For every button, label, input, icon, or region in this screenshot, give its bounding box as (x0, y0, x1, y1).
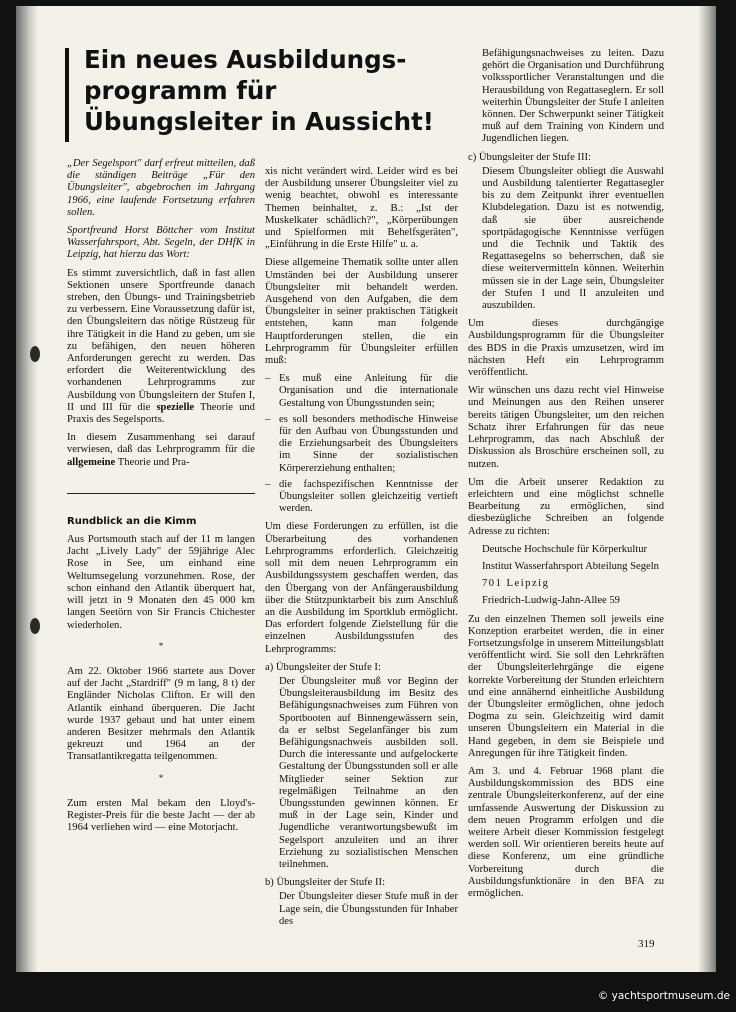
address-city: 701 Leipzig (482, 578, 550, 590)
list-item: – die fachspezifischen Kenntnisse der Übungsleiter sollen gleichzeitig vertieft werden. (265, 479, 458, 516)
level-c-text: Diesem Übungsleiter obliegt die Auswahl und Ausbildung talentierter Regattasegler bis zu dem Zeitpunkt ihrer eventuellen Klubdelegation. Dazu ist es notwendig, daß sie über ausreichende sportpädagogische Kenntnisse verfügen und die Technik und Taktik des Regattasegelns so beherrschen, daß sie diese weitervermitteln können. Weiterhin müssen sie in der Lage sein, Übungsleiter der Stufen I und II anzuleiten und auszubilden. (482, 165, 664, 312)
page-number: 319 (638, 938, 655, 950)
address-line: Institut Wasserfahrsport Abteilung Segeln (482, 560, 659, 572)
postal-address (468, 544, 664, 608)
binder-hole (30, 346, 40, 362)
author-intro: Sportfreund Horst Böttcher vom Institut Wasserfahrsport, Abt. Segeln, der DHfK in Leipzig, hat hierzu das Wort: (67, 225, 255, 261)
news-item: Zum ersten Mal bekam den Lloyd's-Register-Preis für die beste Jacht — der ab 1964 verliehen wird — eine Motorjacht. (67, 797, 255, 834)
paragraph: Wir wünschen uns dazu recht viel Hinweise und Meinungen aus den Reihen unserer bereits tätigen Übungsleiter, um den reichen Schatz ihrer Erfahrungen für das neue Lehrprogramm, das nach Abschluß der Diskussion als Broschüre erscheinen soll, zu nutzen. (468, 385, 664, 470)
requirements-list (265, 373, 458, 515)
page-edge-shadow (698, 6, 716, 972)
column-left (67, 158, 255, 840)
intro-text: „Der Segelsport" darf erfreut mitteilen, daß die ständigen Beiträge „Für den Übungsleiter", abgebrochen im Jahrgang 1966, eine laufende Fortsetzung erfahren sollen. (67, 158, 255, 218)
column-right (468, 48, 664, 906)
level-b-label: b) Übungsleiter der Stufe II: (265, 877, 386, 889)
magazine-page (16, 6, 716, 972)
paragraph: In diesem Zusammenhang sei darauf verwiesen, daß das Lehrprogramm für die allgemeine Theorie und Pra- (67, 432, 255, 468)
paragraph: Um die Arbeit unserer Redaktion zu erleichtern und eine möglichst schnelle Bearbeitung zu ermöglichen, sind diesbezügliche Schreiben an folgende Adresse zu richten: (468, 476, 664, 537)
list-item: – es soll besonders methodische Hinweise für den Aufbau von Übungsstunden und die Erziehungsarbeit des Übungsleiters im Sinne der sozialistischen Körpererziehung enthalten; (265, 414, 458, 475)
paragraph: Diese allgemeine Thematik sollte unter allen Umständen bei der Ausbildung unserer Übungsleiter mit behandelt werden. Ausgehend von den Aufgaben, die dem Übungsleiter in seiner praktischen Tätigkeit entstehen, kann man folgende Hauptforderungen stellen, die ein Lehrprogramm für Übungsleiter erfüllen muß: (265, 257, 458, 367)
list-item: – Es muß eine Anleitung für die Organisation und die internationale Gestaltung von Übungsstunden sein; (265, 373, 458, 410)
level-c-label: c) Übungsleiter der Stufe III: (468, 151, 591, 163)
level-a-text: Der Übungsleiter muß vor Beginn der Übungsleiterausbildung im Besitz des Befähigungsnachweises zum Führen von Sportbooten auf Binnengewässern sein, da er selbst Segelanfänger bis zum Befähigungsnachweis ausbilden soll. Durch die interessante und aufgelockerte Gestaltung der Übungsstunden soll er alle Mitglieder seiner Sektion zur regelmäßigen Teilnahme an den Übungsstunden gewinnen können. Er muß in der Lage sein, Kinder und Jugendliche verantwortungsbewußt im Segelsport anzuleiten und an ihrer Erziehung zu sozialistischen Menschen teilnehmen. (279, 675, 458, 870)
separator-star: * (158, 640, 164, 651)
article-title: Ein neues Ausbildungs-programm für Übungsleiter in Aussicht! (84, 45, 434, 136)
paragraph: Um diese Forderungen zu erfüllen, ist die Überarbeitung des vorhandenen Lehrprogramms erforderlich. Gleichzeitig soll mit dem neuen Lehrprogramm ein Ausbildungssystem geschaffen werden, das den Übergang von der Anfängerausbildung über die Stützpunktarbeit bis zum Anschluß an die Ausbildung im Sportklub ermöglicht. Das erfordert folgende Zielstellung für die einzelnen Ausbildungsstufen des Lehrprogramms: (265, 521, 458, 655)
section-heading: Rundblick an die Kimm (67, 515, 197, 527)
paragraph: Um dieses durchgängige Ausbildungsprogramm für die Übungsleiter des BDS in die Praxis umzusetzen, wird im nächsten Heft ein Lehrprogramm veröffentlicht. (468, 318, 664, 379)
section-divider (67, 493, 255, 494)
column-middle (265, 166, 458, 934)
separator-star: * (158, 772, 164, 783)
page-gutter-shadow (16, 6, 38, 972)
level-b-continued: Befähigungsnachweises zu leiten. Dazu gehört die Organisation und Durchführung volkssportlicher Veranstaltungen und die Herausbildung von Regattaseglern. Er soll weiterhin Übungsleiter der Stufe I anleiten können. Der Schwerpunkt seiner Tätigkeit muß auf dem Training von Kindern und Jugendlichen liegen. (482, 48, 664, 145)
level-b-text: Der Übungsleiter dieser Stufe muß in der Lage sein, die Übungsstunden für Inhaber des (279, 891, 458, 927)
paragraph: Es stimmt zuversichtlich, daß in fast allen Sektionen unsere Sportfreunde danach streben, den Übungs- und Trainingsbetrieb zu verbessern. Eine Voraussetzung dafür ist, den Übungsleitern das nötige Rüstzeug für ihre Tätigkeit in die Hand zu geben, um sie zu befähigen, den neuen höheren Anforderungen gerecht zu werden. Das erfordert die Weiterentwicklung des vorhandenen Lehrprogramms zur Ausbildung von Übungsleitern der Stufen I, II und III für die spezielle Theorie und Praxis des Segelsports. (67, 267, 255, 426)
binder-hole (30, 618, 40, 634)
news-item: Aus Portsmouth stach auf der 11 m langen Jacht „Lively Lady" der 59jährige Alec Rose in See, um einhand eine Weltumsegelung vorzunehmen. Rose, der schon einhand den Atlantik überquert hat, will jetzt in 9 Monaten den 45 000 km langen Seetörn von Sir Francis Chichester wiederholen. (67, 534, 255, 631)
title-accent-bar (65, 48, 69, 142)
level-a-label: a) Übungsleiter der Stufe I: (265, 661, 381, 673)
paragraph: Am 3. und 4. Februar 1968 plant die Ausbildungskommission des BDS eine zentrale Übungsleiterkonferenz, auf der eine umfassende Auswertung der Diskussion zu dem neuen Programm erfolgen und die weitere Arbeit dieser Kommission festgelegt werden soll. Wir orientieren bereits heute auf diese Konferenz, um eine gründliche Vorbereitung durch die Ausbildungsfunktionäre in den BFA zu ermöglichen. (468, 765, 664, 899)
paragraph: xis nicht verändert wird. Leider wird es bei der Ausbildung unserer Übungsleiter viel zu wenig beachtet, obwohl es interessante Themen beinhaltet, z. B.: „Ist der Muskelkater schädlich?", „Körperübungen und Spielformen mit Behelfsgeräten", „Einführung in die Erste Hilfe" u. a. (265, 166, 458, 251)
news-item: Am 22. Oktober 1966 startete aus Dover auf der Jacht „Stardriff" (9 m lang, 8 t) der Engländer Nicholas Clifton. Er will den Atlantik einhand überqueren. Die Jacht wurde 1937 gebaut und hat unter einem anderen Besitzer mehrmals den Atlantik gekreuzt und 1964 an der Transatlantikregatta teilgenommen. (67, 665, 255, 763)
paragraph: Zu den einzelnen Themen soll jeweils eine Konzeption erarbeitet werden, die in einer Fortsetzungsfolge in unserem Mitteilungsblatt veröffentlicht wird. Sie soll den Lehrkräften der Übungsleiterlehrgänge die eigene korrekte Vorbereitung der Stunden erleichtern und eine annähernd einheitliche Ausbildung der Übungsleiter ermöglichen, ohne jedoch Dogma zu sein. Gleichzeitig wird damit unseren Übungsleitern ein Material in die Hand gegeben, in dem sie Beispiele und Anregungen für ihre Tätigkeit finden. (468, 613, 664, 759)
copyright-credit: © yachtsportmuseum.de (597, 990, 730, 1002)
address-street: Friedrich-Ludwig-Jahn-Allee 59 (482, 595, 620, 607)
address-line: Deutsche Hochschule für Körperkultur (482, 543, 648, 555)
